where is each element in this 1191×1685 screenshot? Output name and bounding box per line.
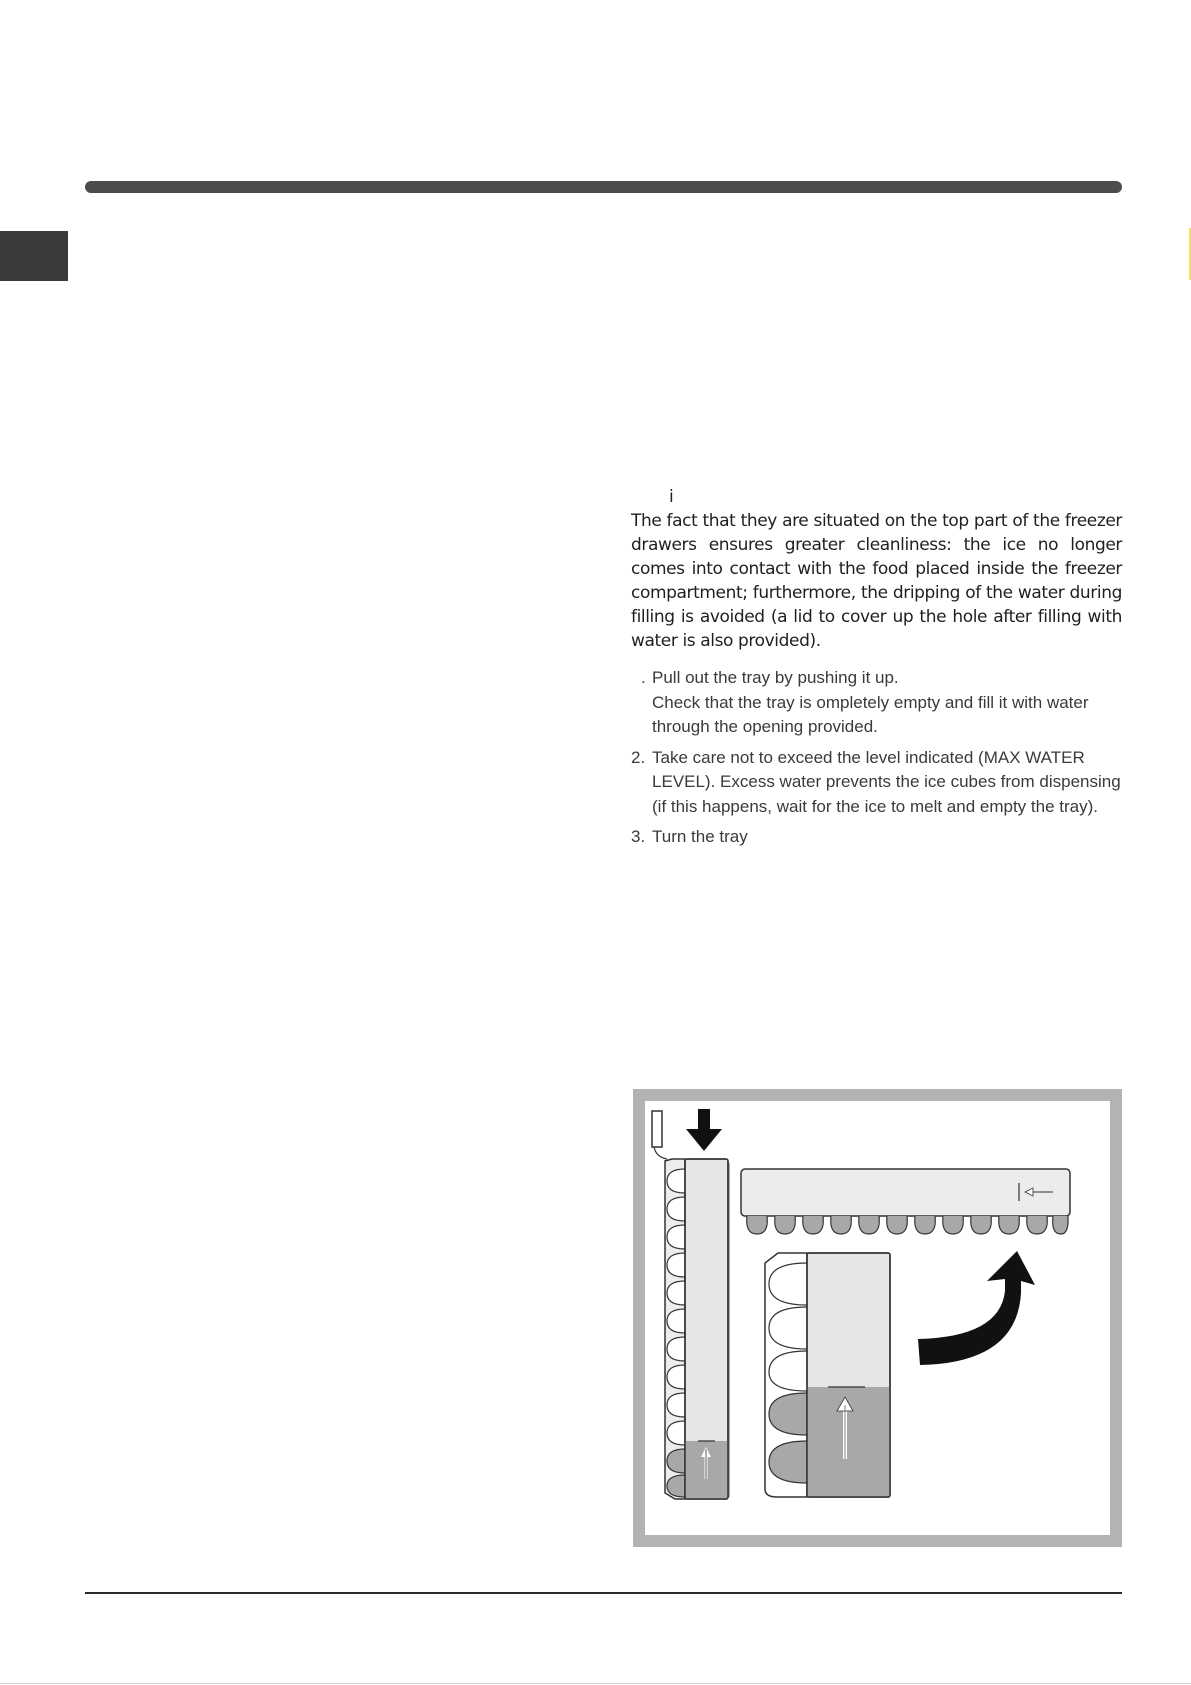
curved-arrow-icon	[918, 1251, 1035, 1365]
instruction-list	[631, 666, 1122, 856]
illustration-canvas	[645, 1101, 1110, 1535]
section-label: i	[669, 487, 674, 507]
step-number: .	[641, 668, 646, 687]
ice-tray-illustration	[633, 1089, 1122, 1547]
step-text: Take care not to exceed the level indicated (MAX WATER LEVEL). Excess water prevents the ice cubes from dispensing (if this happens, wait for the ice to melt and empty the tray).	[652, 747, 1121, 816]
lid-icon	[652, 1111, 667, 1159]
step-text: Pull out the tray by pushing it up. Check that the tray is ompletely empty and fill it with water through the opening provided.	[652, 668, 1089, 736]
header-rule	[85, 181, 1122, 193]
horizontal-tray-icon	[741, 1169, 1070, 1234]
ice-tray-diagram	[645, 1101, 1110, 1535]
intro-paragraph: The fact that they are situated on the top part of the freezer drawers ensures greater cleanliness: the ice no longer comes into contact with the food placed inside the freezer compartment; furthermore, the dripping of the water during filling is avoided (a lid to cover up the hole after filling with water is also provided).	[631, 511, 1122, 651]
language-tab	[0, 231, 68, 281]
tray-closeup-icon	[765, 1253, 890, 1497]
step-number: 2.	[631, 747, 646, 767]
down-arrow-icon	[686, 1109, 722, 1151]
list-item	[631, 666, 1122, 740]
step-text: Turn the tray	[652, 827, 748, 846]
list-item	[631, 746, 1122, 820]
footer-rule	[85, 1592, 1122, 1594]
step-number: 3.	[631, 827, 646, 846]
page-edge-line	[0, 1683, 1191, 1684]
vertical-tray-icon	[665, 1159, 729, 1499]
list-item	[631, 825, 1122, 850]
